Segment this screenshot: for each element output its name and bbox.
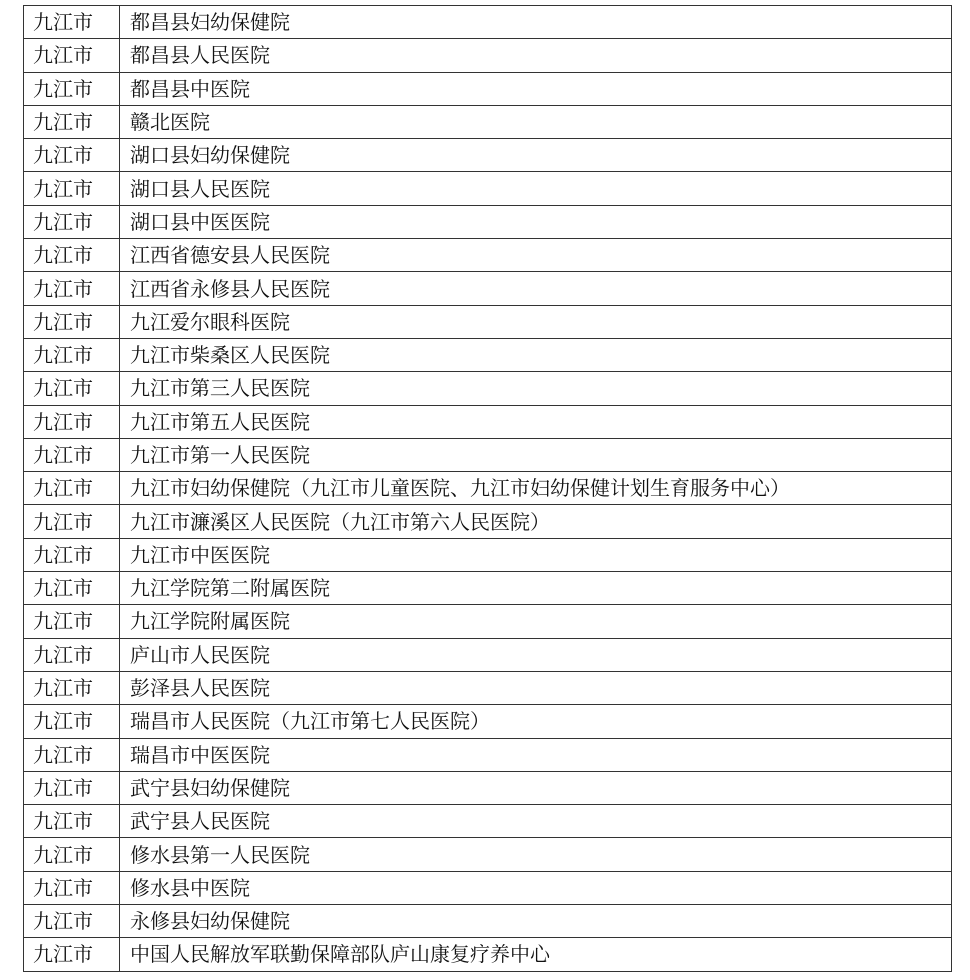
city-cell: 九江市 — [24, 205, 120, 238]
table-row — [24, 572, 952, 605]
hospital-cell: 九江学院附属医院 — [120, 605, 952, 638]
hospital-cell: 赣北医院 — [120, 105, 952, 138]
city-cell: 九江市 — [24, 338, 120, 371]
table-row — [24, 638, 952, 671]
hospital-cell: 永修县妇幼保健院 — [120, 905, 952, 938]
hospital-cell: 九江爱尔眼科医院 — [120, 305, 952, 338]
hospital-cell: 九江市中医医院 — [120, 538, 952, 571]
table-row — [24, 805, 952, 838]
city-cell: 九江市 — [24, 838, 120, 871]
hospital-cell: 瑞昌市人民医院（九江市第七人民医院） — [120, 705, 952, 738]
table-row — [24, 239, 952, 272]
table-row — [24, 938, 952, 971]
table-row — [24, 538, 952, 571]
city-cell: 九江市 — [24, 139, 120, 172]
hospital-table-body — [24, 6, 952, 972]
city-cell: 九江市 — [24, 572, 120, 605]
hospital-table — [23, 5, 952, 972]
hospital-cell: 都昌县人民医院 — [120, 39, 952, 72]
hospital-cell: 九江市第五人民医院 — [120, 405, 952, 438]
table-row — [24, 605, 952, 638]
table-row — [24, 105, 952, 138]
table-row — [24, 838, 952, 871]
city-cell: 九江市 — [24, 805, 120, 838]
table-row — [24, 472, 952, 505]
city-cell: 九江市 — [24, 372, 120, 405]
table-row — [24, 438, 952, 471]
table-row — [24, 272, 952, 305]
table-row — [24, 505, 952, 538]
hospital-cell: 湖口县中医医院 — [120, 205, 952, 238]
city-cell: 九江市 — [24, 905, 120, 938]
city-cell: 九江市 — [24, 105, 120, 138]
city-cell: 九江市 — [24, 738, 120, 771]
hospital-cell: 江西省永修县人民医院 — [120, 272, 952, 305]
table-row — [24, 172, 952, 205]
table-row — [24, 705, 952, 738]
city-cell: 九江市 — [24, 871, 120, 904]
hospital-cell: 九江市濂溪区人民医院（九江市第六人民医院） — [120, 505, 952, 538]
city-cell: 九江市 — [24, 638, 120, 671]
table-row — [24, 305, 952, 338]
hospital-table-container — [23, 5, 951, 972]
hospital-cell: 修水县中医院 — [120, 871, 952, 904]
city-cell: 九江市 — [24, 771, 120, 804]
hospital-cell: 修水县第一人民医院 — [120, 838, 952, 871]
hospital-cell: 武宁县人民医院 — [120, 805, 952, 838]
city-cell: 九江市 — [24, 405, 120, 438]
hospital-cell: 湖口县人民医院 — [120, 172, 952, 205]
hospital-cell: 武宁县妇幼保健院 — [120, 771, 952, 804]
city-cell: 九江市 — [24, 605, 120, 638]
hospital-cell: 彭泽县人民医院 — [120, 671, 952, 704]
table-row — [24, 372, 952, 405]
table-row — [24, 39, 952, 72]
table-row — [24, 671, 952, 704]
hospital-cell: 都昌县妇幼保健院 — [120, 6, 952, 39]
hospital-cell: 九江市第三人民医院 — [120, 372, 952, 405]
hospital-cell: 湖口县妇幼保健院 — [120, 139, 952, 172]
table-row — [24, 771, 952, 804]
city-cell: 九江市 — [24, 538, 120, 571]
hospital-cell: 九江市柴桑区人民医院 — [120, 338, 952, 371]
city-cell: 九江市 — [24, 438, 120, 471]
table-row — [24, 905, 952, 938]
table-row — [24, 139, 952, 172]
city-cell: 九江市 — [24, 305, 120, 338]
city-cell: 九江市 — [24, 938, 120, 971]
city-cell: 九江市 — [24, 6, 120, 39]
hospital-cell: 九江学院第二附属医院 — [120, 572, 952, 605]
city-cell: 九江市 — [24, 239, 120, 272]
hospital-cell: 中国人民解放军联勤保障部队庐山康复疗养中心 — [120, 938, 952, 971]
table-row — [24, 205, 952, 238]
city-cell: 九江市 — [24, 472, 120, 505]
city-cell: 九江市 — [24, 172, 120, 205]
table-row — [24, 871, 952, 904]
table-row — [24, 338, 952, 371]
hospital-cell: 江西省德安县人民医院 — [120, 239, 952, 272]
table-row — [24, 6, 952, 39]
table-row — [24, 738, 952, 771]
hospital-cell: 都昌县中医院 — [120, 72, 952, 105]
city-cell: 九江市 — [24, 505, 120, 538]
city-cell: 九江市 — [24, 272, 120, 305]
hospital-cell: 九江市第一人民医院 — [120, 438, 952, 471]
city-cell: 九江市 — [24, 39, 120, 72]
city-cell: 九江市 — [24, 72, 120, 105]
city-cell: 九江市 — [24, 705, 120, 738]
city-cell: 九江市 — [24, 671, 120, 704]
hospital-cell: 九江市妇幼保健院（九江市儿童医院、九江市妇幼保健计划生育服务中心） — [120, 472, 952, 505]
table-row — [24, 72, 952, 105]
hospital-cell: 瑞昌市中医医院 — [120, 738, 952, 771]
hospital-cell: 庐山市人民医院 — [120, 638, 952, 671]
table-row — [24, 405, 952, 438]
